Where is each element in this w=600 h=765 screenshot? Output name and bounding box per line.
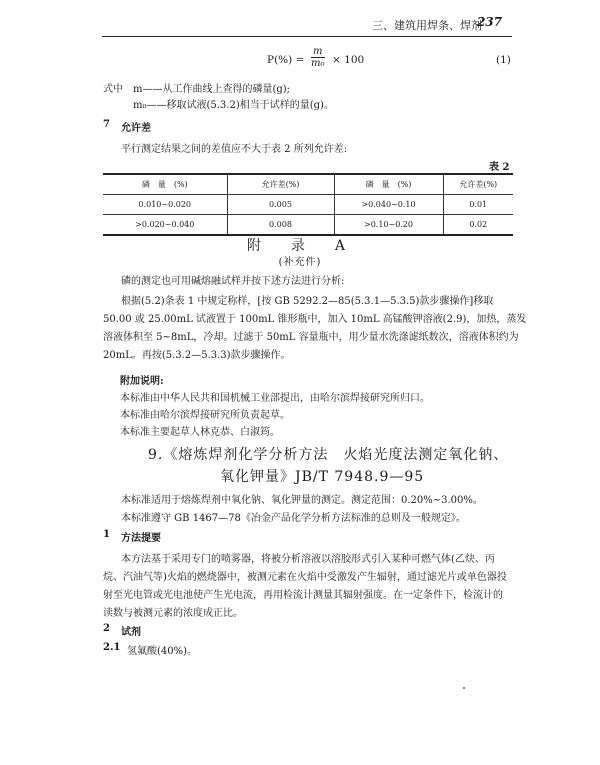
appendix-title: 附 录 A bbox=[246, 238, 354, 254]
table-cell: 0.005 bbox=[227, 195, 334, 215]
where-lead: 式中 bbox=[103, 84, 123, 95]
formula-numerator: m bbox=[311, 46, 325, 58]
table-header-cell: 磷 量 (%) bbox=[334, 174, 443, 195]
section-7-text: 平行测定结果之间的差值应不大于表 2 所列允许差: bbox=[121, 144, 348, 155]
section-7-title: 允许差 bbox=[121, 123, 151, 134]
section-2-title: 试剂 bbox=[121, 627, 141, 638]
section-1-line-4: 读数与被测元素的浓度成正比。 bbox=[103, 608, 243, 619]
notes-line-1: 本标准由中华人民共和国机械工业部提出，由哈尔滨焊接研究所归口。 bbox=[120, 393, 430, 404]
table-header-cell: 磷 量 (%) bbox=[141, 180, 188, 189]
table-header-cell: 允许差(%) bbox=[443, 174, 513, 195]
table-cell: >0.10~0.20 bbox=[334, 215, 443, 236]
where-line-1: m——从工作曲线上查得的磷量(g); bbox=[133, 84, 291, 95]
table-caption: 表 2 bbox=[489, 162, 510, 173]
table-header-cell: 允许差(%) bbox=[227, 174, 334, 195]
formula-denominator: m₀ bbox=[311, 58, 325, 69]
running-title: 三、建筑用焊条、焊剂 bbox=[372, 19, 482, 32]
appendix-paragraph-2-line-1: 根据(5.2)条表 1 中规定称样，[按 GB 5292.2—85(5.3.1—5.3.5)款步骤操作]移取 bbox=[121, 296, 494, 307]
appendix-paragraph-1: 磷的测定也可用碱熔融试样并按下述方法进行分析: bbox=[121, 276, 345, 287]
section-1-number: 1 bbox=[103, 529, 110, 540]
table-cell: >0.020~0.040 bbox=[135, 220, 195, 229]
page-number: 237 bbox=[476, 15, 502, 29]
formula-number: (1) bbox=[496, 54, 511, 66]
appendix-paragraph-2-line-3: 溶液体积至 5~8mL，冷却。过滤于 50mL 容量瓶中，用少量水洗涤滤纸数次，溶液体积约为 bbox=[103, 332, 519, 343]
table-row bbox=[103, 215, 513, 236]
table-cell: 0.02 bbox=[443, 215, 513, 236]
allowance-table bbox=[103, 173, 513, 236]
table-cell: 0.008 bbox=[227, 215, 334, 236]
table-header-row bbox=[103, 174, 513, 195]
standard-title-line-2: 氧化钾量》JB/T 7948.9—95 bbox=[220, 469, 425, 485]
table-row bbox=[103, 195, 513, 215]
standard-compliance: 本标准遵守 GB 1467—78《冶金产品化学分析方法标准的总则及一般规定》。 bbox=[121, 513, 466, 524]
standard-scope: 本标准适用于熔炼焊剂中氧化钠、氧化钾量的测定。测定范围：0.20%~3.00%。 bbox=[121, 495, 483, 506]
formula-lhs: P(%) = bbox=[267, 54, 305, 66]
header-rule bbox=[102, 36, 512, 37]
item-2-1-text: 氢氟酸(40%)。 bbox=[127, 646, 198, 657]
section-7-number: 7 bbox=[103, 119, 110, 130]
appendix-paragraph-2-line-4: 20mL。再按(5.3.2—5.3.3)款步骤操作。 bbox=[103, 350, 291, 361]
notes-line-2: 本标准由哈尔滨焊接研究所负责起草。 bbox=[120, 410, 290, 421]
table-cell: 0.010~0.020 bbox=[138, 200, 191, 209]
section-1-line-3: 射至光电管或光电池使产生光电流，再用检流计测量其辐射强度。在一定条件下，检流计的 bbox=[103, 590, 503, 601]
formula-fraction bbox=[311, 46, 325, 70]
section-2-number: 2 bbox=[103, 623, 110, 634]
section-1-line-1: 本方法基于采用专门的喷雾器，将被分析溶液以溶胶形式引入某种可燃气体(乙炔、丙 bbox=[121, 554, 495, 565]
where-line-2: m₀——移取试液(5.3.2)相当于试样的量(g)。 bbox=[133, 100, 334, 111]
appendix-paragraph-2-line-2: 50.00 或 25.00mL 试液置于 100mL 锥形瓶中，加入 10mL 高锰酸钾溶液(2.9)，加热，蒸发 bbox=[103, 314, 527, 325]
formula-rhs: × 100 bbox=[332, 54, 365, 66]
table-cell: >0.040~0.10 bbox=[334, 195, 443, 215]
standard-title-line-1: 9.《熔炼焊剂化学分析方法 火焰光度法测定氧化钠、 bbox=[148, 447, 509, 463]
item-2-1-number: 2.1 bbox=[103, 642, 121, 653]
section-1-line-2: 烷、汽油气等)火焰的燃烧器中，被测元素在火焰中受激发产生辐射，通过滤光片或单色器投 bbox=[103, 572, 507, 583]
appendix-subtitle: (补充件) bbox=[278, 257, 322, 268]
table-cell: 0.01 bbox=[443, 195, 513, 215]
scan-speck bbox=[463, 687, 465, 689]
notes-line-3: 本标准主要起草人林克恭、白淑筠。 bbox=[120, 427, 280, 438]
notes-title: 附加说明: bbox=[120, 376, 164, 387]
section-1-title: 方法提要 bbox=[121, 533, 161, 544]
